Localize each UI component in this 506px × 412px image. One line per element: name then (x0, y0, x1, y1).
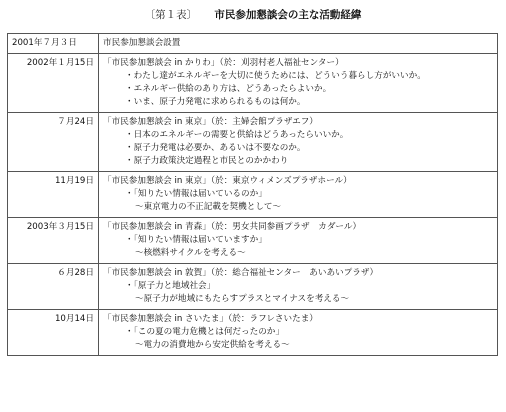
event-heading: 「市民参加懇談会 in かりわ」（於：刈羽村老人福祉センター） (103, 58, 344, 68)
event-date: ７月24日 (8, 113, 99, 172)
event-topic: ・わたし達がエネルギーを大切に使うためには、どういう暮らし方がいいか。 (125, 71, 426, 81)
table-title: 市民参加懇談会の主な活動経緯 (214, 9, 362, 21)
event-topic: ・「この夏の電力危機とは何だったのか」 (125, 327, 284, 337)
event-details (99, 218, 498, 264)
event-topic: ・いま、原子力発電に求められるものは何か。 (125, 97, 306, 107)
activity-history-table (7, 33, 498, 356)
table-row (8, 218, 498, 264)
event-heading: 「市民参加懇談会 in 青森」（於：男女共同参画プラザ カダール） (103, 222, 362, 232)
event-details (99, 113, 498, 172)
event-subtitle: ～東京電力の不正記載を契機として～ (135, 202, 282, 212)
event-date: 10月14日 (8, 310, 99, 356)
event-topic: ・原子力発電は必要か、あるいは不要なのか。 (125, 143, 306, 153)
event-date: ６月28日 (8, 264, 99, 310)
event-heading: 「市民参加懇談会 in 敦賀」（於：総合福祉センター あいあいプラザ） (103, 268, 379, 278)
table-row (8, 54, 498, 113)
event-date: 11月19日 (8, 172, 99, 218)
event-heading: 市民参加懇談会設置 (103, 38, 181, 48)
event-date: 2001年７月３日 (8, 34, 99, 54)
event-topic: ・「原子力と地域社会」 (125, 281, 216, 291)
table-number: 〔第１表〕 (144, 9, 198, 21)
event-topic: ・「知りたい情報は届いているのか」 (125, 189, 267, 199)
event-topic: ・原子力政策決定過程と市民とのかかわり (125, 156, 289, 166)
event-details (99, 54, 498, 113)
event-subtitle: ～電力の消費地から安定供給を考える～ (135, 340, 290, 350)
event-details (99, 172, 498, 218)
event-topic: ・日本のエネルギーの需要と供給はどうあったらいいか。 (125, 130, 349, 140)
event-subtitle: ～原子力が地域にもたらすプラスとマイナスを考える～ (135, 294, 350, 304)
table-caption (0, 8, 506, 22)
table-row (8, 113, 498, 172)
event-topic: ・エネルギー供給のあり方は、どうあったらよいか。 (125, 84, 332, 94)
event-details (99, 310, 498, 356)
event-heading: 「市民参加懇談会 in 東京」（於：主婦会館プラザエフ） (103, 117, 318, 127)
event-details (99, 34, 498, 54)
table-row (8, 172, 498, 218)
event-details (99, 264, 498, 310)
event-heading: 「市民参加懇談会 in さいたま」（於：ラフレさいたま） (103, 314, 318, 324)
table-row (8, 34, 498, 54)
event-heading: 「市民参加懇談会 in 東京」（於：東京ウィメンズプラザホール） (103, 176, 352, 186)
event-date: 2002年１月15日 (8, 54, 99, 113)
table-row (8, 310, 498, 356)
event-date: 2003年３月15日 (8, 218, 99, 264)
event-subtitle: ～核燃料サイクルを考える～ (135, 248, 246, 258)
table-row (8, 264, 498, 310)
event-topic: ・「知りたい情報は届いていますか」 (125, 235, 267, 245)
table-body (8, 34, 498, 356)
